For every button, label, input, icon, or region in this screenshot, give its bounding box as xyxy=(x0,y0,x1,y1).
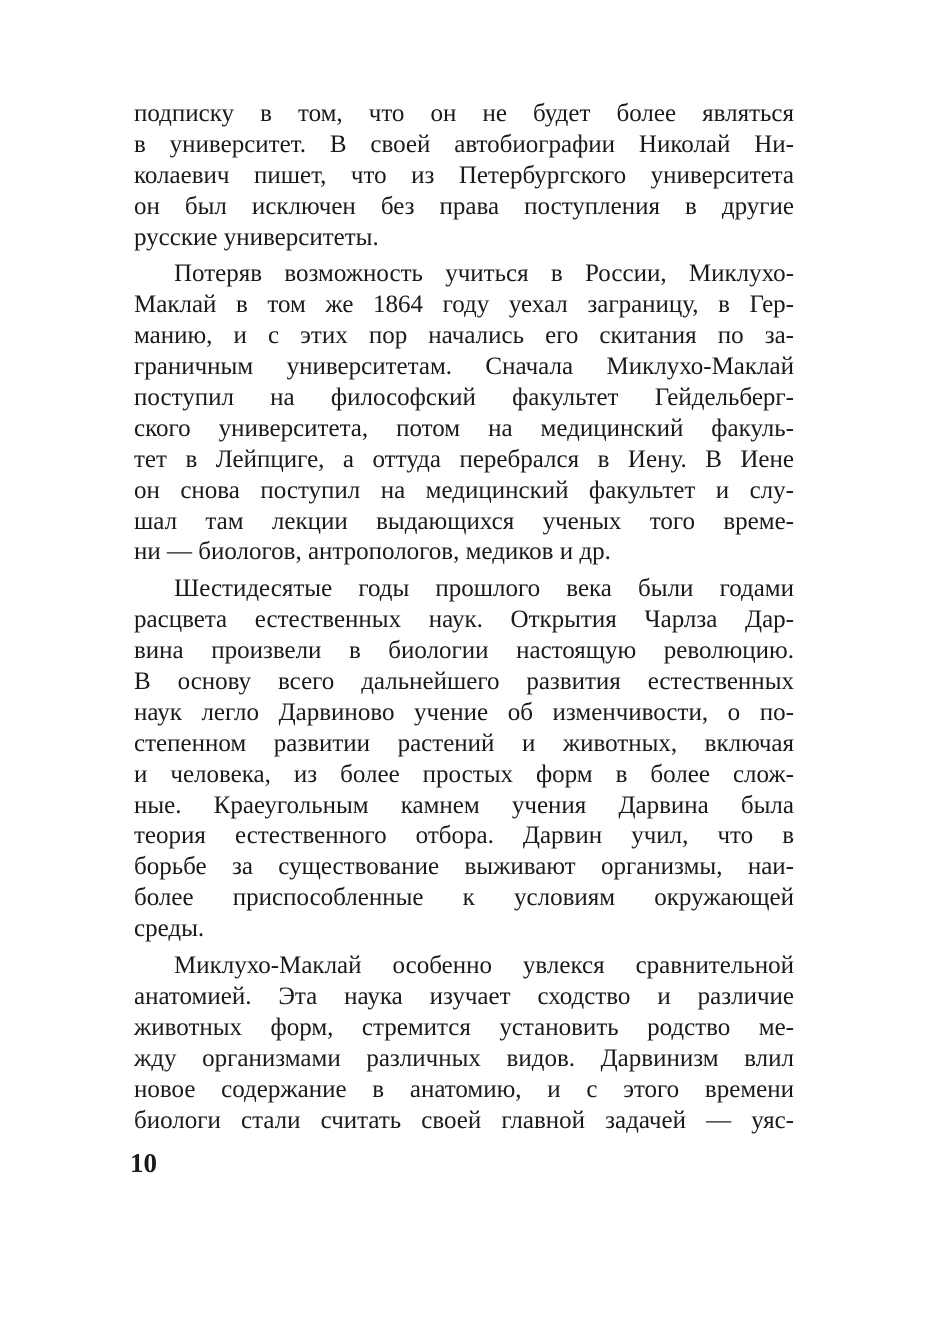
text-line: в университет. В своей автобиографии Николай Ни- xyxy=(134,130,794,158)
paragraph xyxy=(134,574,794,945)
text-line: наук легло Дарвиново учение об изменчивости, о по- xyxy=(134,698,794,726)
text-line: среды. xyxy=(134,915,205,943)
body-text xyxy=(134,99,794,1136)
text-line: более приспособленные к условиям окружающей xyxy=(134,884,794,912)
paragraph xyxy=(134,951,794,1136)
text-line: шал там лекции выдающихся ученых того време- xyxy=(134,507,794,535)
text-line: ского университета, потом на медицинский факуль- xyxy=(134,414,794,442)
text-line: манию, и с этих пор начались его скитания по за- xyxy=(134,322,794,350)
text-line: он был исключен без права поступления в другие xyxy=(134,192,794,220)
text-line: Маклай в том же 1864 году уехал заграницу, в Гер- xyxy=(134,291,794,319)
page-number: 10 xyxy=(130,1148,157,1178)
text-line: жду организмами различных видов. Дарвинизм влил xyxy=(134,1044,794,1072)
text-line: вина произвели в биологии настоящую революцию. xyxy=(134,637,794,665)
text-line: поступил на философский факультет Гейдельберг- xyxy=(134,384,794,412)
text-line: В основу всего дальнейшего развития естественных xyxy=(134,668,794,696)
text-line: анатомией. Эта наука изучает сходство и различие xyxy=(134,982,794,1010)
text-line: Шестидесятые годы прошлого века были годами xyxy=(174,575,794,603)
text-line: граничным университетам. Сначала Миклухо-Маклай xyxy=(134,353,794,381)
text-line: ные. Краеугольным камнем учения Дарвина была xyxy=(134,791,794,819)
text-line: расцвета естественных наук. Открытия Чарлза Дар- xyxy=(134,606,794,634)
text-line: Миклухо-Маклай особенно увлекся сравнительной xyxy=(174,952,794,980)
text-line: ни — биологов, антропологов, медиков и др. xyxy=(134,538,611,566)
text-line: тет в Лейпциге, а оттуда перебрался в Иену. В Иене xyxy=(134,445,794,473)
text-line: русские университеты. xyxy=(134,223,379,251)
text-line: подписку в том, что он не будет более являться xyxy=(134,100,794,127)
paragraph xyxy=(134,99,794,253)
text-line: колаевич пишет, что из Петербургского университета xyxy=(134,161,794,189)
text-line: он снова поступил на медицинский факультет и слу- xyxy=(134,476,794,504)
text-line: Потеряв возможность учиться в России, Миклухо- xyxy=(174,260,794,288)
paragraph xyxy=(134,259,794,568)
text-line: теория естественного отбора. Дарвин учил, что в xyxy=(134,822,794,850)
text-line: животных форм, стремится установить родство ме- xyxy=(134,1013,794,1041)
text-line: борьбе за существование выживают организмы, наи- xyxy=(134,853,794,881)
text-line: новое содержание в анатомию, и с этого времени xyxy=(134,1075,794,1103)
text-line: и человека, из более простых форм в более слож- xyxy=(134,760,794,788)
text-line: биологи стали считать своей главной задачей — уяс- xyxy=(134,1106,794,1134)
text-line: степенном развитии растений и животных, включая xyxy=(134,729,794,757)
